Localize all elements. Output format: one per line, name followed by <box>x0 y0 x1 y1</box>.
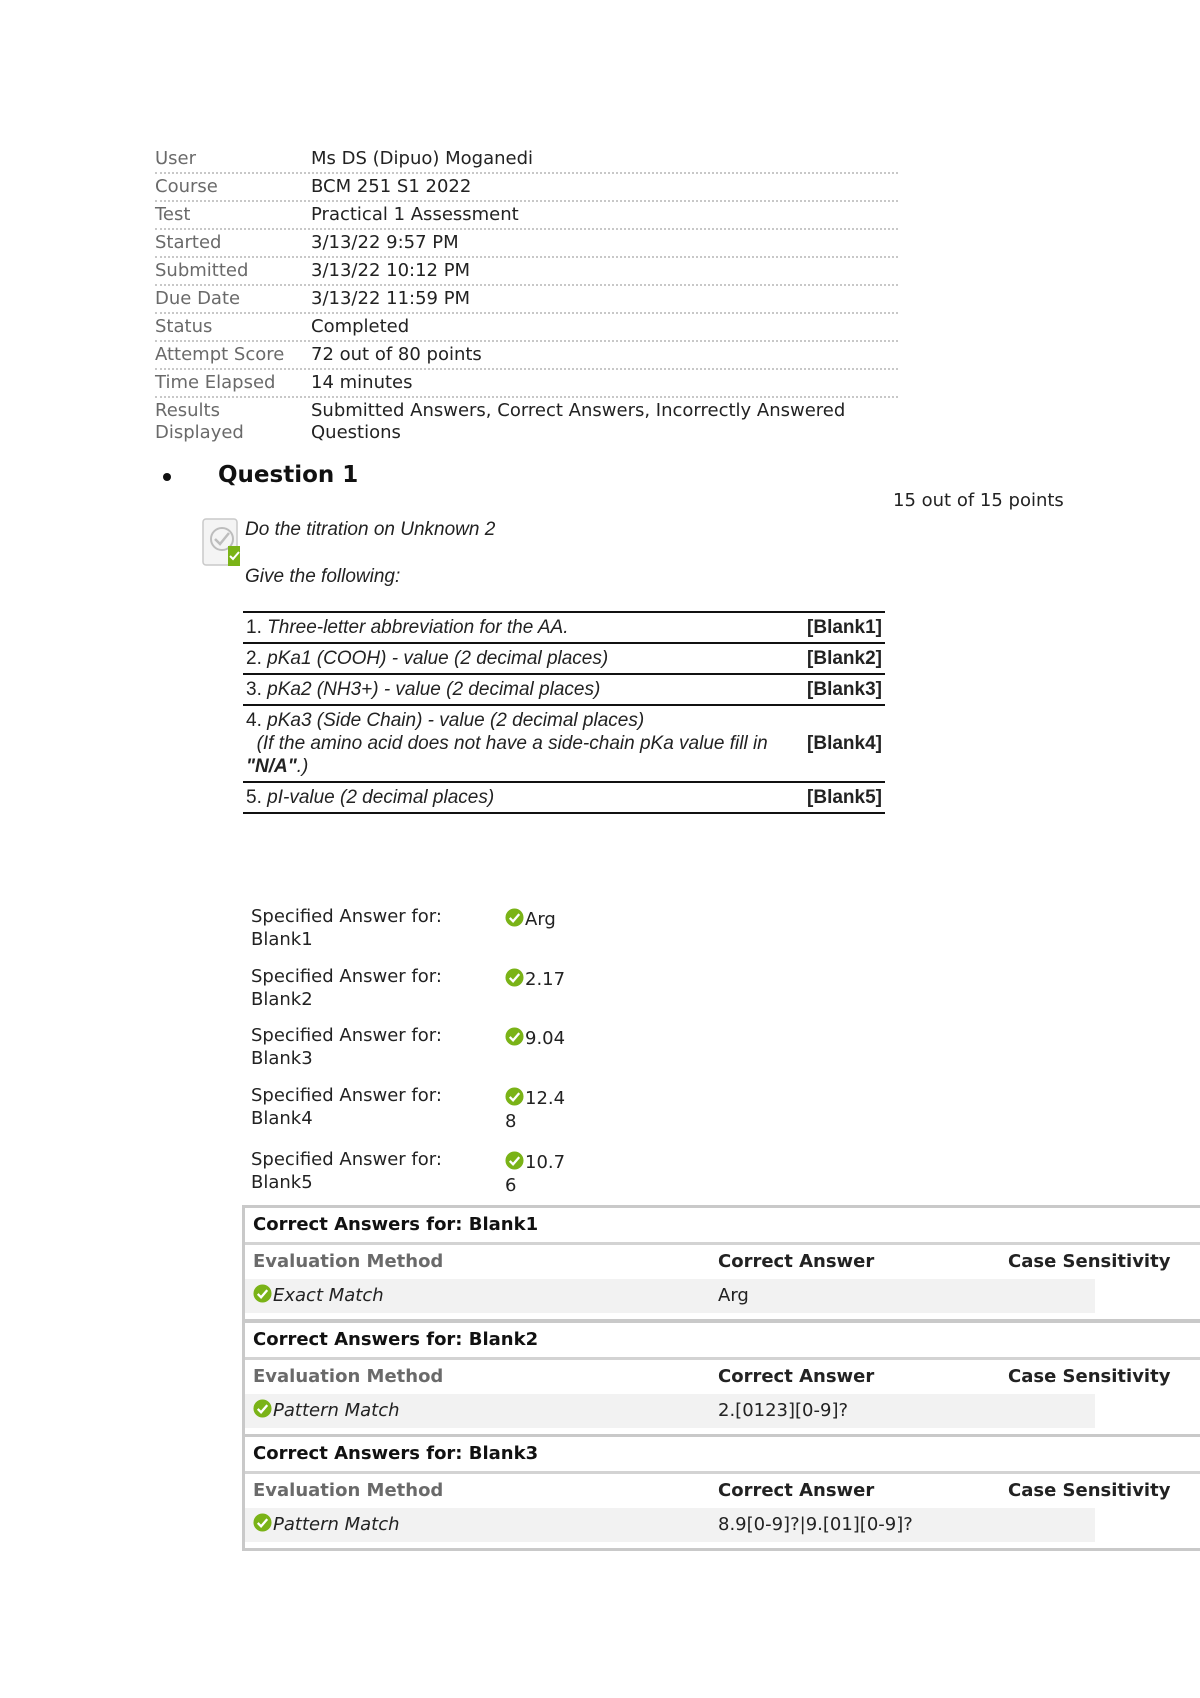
table-row <box>243 643 885 674</box>
summary-value: 3/13/22 10:12 PM <box>311 260 471 281</box>
specified-answer-label: Specified Answer for: Blank2 <box>251 966 442 1010</box>
blank-description: 4. pKa3 (Side Chain) - value (2 decimal places) (If the amino acid does not have a side-chain pKa value fill in "N/A".) <box>243 705 789 782</box>
correct-answers-header-row <box>245 1474 1200 1508</box>
summary-row-time-elapsed <box>155 370 898 398</box>
column-header-evaluation-method: Evaluation Method <box>253 1251 444 1272</box>
summary-label: Submitted <box>155 260 249 281</box>
column-header-evaluation-method: Evaluation Method <box>253 1366 444 1387</box>
specified-answer-value: 9.04 <box>505 1027 569 1050</box>
summary-row-attempt-score <box>155 342 898 370</box>
specified-answer-label: Specified Answer for: Blank5 <box>251 1149 442 1193</box>
column-header-evaluation-method: Evaluation Method <box>253 1480 444 1501</box>
summary-value: Completed <box>311 316 410 337</box>
specified-answer-value: 2.17 <box>505 968 569 991</box>
table-row <box>243 612 885 643</box>
question-title: Question 1 <box>218 462 359 488</box>
summary-value: Submitted Answers, Correct Answers, Incorrectly Answered Questions <box>311 400 846 443</box>
summary-value: 72 out of 80 points <box>311 344 482 365</box>
correct-answers-block-blank2 <box>242 1320 1200 1437</box>
summary-value: 3/13/22 9:57 PM <box>311 232 459 253</box>
question-points: 15 out of 15 points <box>893 490 1064 511</box>
correct-check-icon <box>253 1284 272 1303</box>
correct-check-icon <box>253 1399 272 1418</box>
table-row <box>245 1279 1095 1313</box>
correct-check-icon <box>253 1513 272 1532</box>
summary-row-test <box>155 202 898 230</box>
specified-answer-value: Arg <box>505 908 569 931</box>
specified-answer-label: Specified Answer for: Blank4 <box>251 1085 442 1129</box>
summary-value: 3/13/22 11:59 PM <box>311 288 471 309</box>
blank-placeholder: [Blank2] <box>789 643 885 674</box>
summary-label: Started <box>155 232 222 253</box>
summary-value: Practical 1 Assessment <box>311 204 519 225</box>
question-text-line2: Give the following: <box>245 566 401 587</box>
summary-row-started <box>155 230 898 258</box>
table-row <box>245 1394 1095 1428</box>
correct-check-icon <box>505 1087 524 1106</box>
correct-check-icon <box>505 908 524 927</box>
correct-check-icon <box>505 968 524 987</box>
correct-answers-title: Correct Answers for: Blank1 <box>245 1208 1200 1245</box>
blank-placeholder: [Blank3] <box>789 674 885 705</box>
column-header-case-sensitivity: Case Sensitivity <box>1008 1480 1171 1501</box>
table-row <box>245 1508 1095 1542</box>
specified-answer-label: Specified Answer for: Blank3 <box>251 1025 442 1069</box>
table-row <box>243 705 885 782</box>
summary-row-status <box>155 314 898 342</box>
correct-answer-value: Arg <box>718 1285 749 1306</box>
summary-label: Test <box>155 204 191 225</box>
summary-label: Course <box>155 176 218 197</box>
table-row <box>243 782 885 813</box>
blank-description: 5. pI-value (2 decimal places) <box>243 782 789 813</box>
table-row <box>243 674 885 705</box>
summary-value: 14 minutes <box>311 372 413 393</box>
specified-answer-value: 10.76 <box>505 1152 566 1196</box>
specified-answer-value: 12.48 <box>505 1088 566 1132</box>
correct-answer-value: 2.[0123][0-9]? <box>718 1400 849 1421</box>
column-header-case-sensitivity: Case Sensitivity <box>1008 1251 1171 1272</box>
correct-check-icon <box>202 518 240 566</box>
summary-row-course <box>155 174 898 202</box>
summary-label: Status <box>155 316 213 337</box>
blank-placeholder: [Blank5] <box>789 782 885 813</box>
question-blanks-table <box>243 611 885 814</box>
blank-placeholder: [Blank4] <box>789 705 885 782</box>
summary-label: Time Elapsed <box>155 372 276 393</box>
correct-answers-header-row <box>245 1245 1200 1279</box>
evaluation-method: Pattern Match <box>245 1394 718 1428</box>
summary-row-due-date <box>155 286 898 314</box>
blank-description: 3. pKa2 (NH3+) - value (2 decimal places) <box>243 674 789 705</box>
correct-check-icon <box>505 1027 524 1046</box>
correct-answer-value: 8.9[0-9]?|9.[01][0-9]? <box>718 1514 913 1535</box>
evaluation-method: Pattern Match <box>245 1508 718 1542</box>
blank-placeholder: [Blank1] <box>789 612 885 643</box>
specified-answer-label: Specified Answer for: Blank1 <box>251 906 442 950</box>
correct-answers-block-blank3 <box>242 1434 1200 1551</box>
column-header-correct-answer: Correct Answer <box>718 1366 875 1387</box>
column-header-correct-answer: Correct Answer <box>718 1480 875 1501</box>
attempt-summary <box>155 146 898 446</box>
summary-row-submitted <box>155 258 898 286</box>
summary-label: Attempt Score <box>155 344 285 365</box>
column-header-correct-answer: Correct Answer <box>718 1251 875 1272</box>
question-bullet <box>163 473 171 481</box>
summary-row-user <box>155 146 898 174</box>
correct-check-icon <box>505 1151 524 1170</box>
summary-value: BCM 251 S1 2022 <box>311 176 472 197</box>
blank-description: 2. pKa1 (COOH) - value (2 decimal places) <box>243 643 789 674</box>
question-text-line1: Do the titration on Unknown 2 <box>245 519 496 540</box>
column-header-case-sensitivity: Case Sensitivity <box>1008 1366 1171 1387</box>
summary-label: User <box>155 148 197 169</box>
blank-description: 1. Three-letter abbreviation for the AA. <box>243 612 789 643</box>
evaluation-method: Exact Match <box>245 1279 718 1313</box>
correct-answers-header-row <box>245 1360 1200 1394</box>
correct-answers-block-blank1 <box>242 1205 1200 1322</box>
summary-label: Due Date <box>155 288 241 309</box>
summary-row-results-displayed <box>155 398 898 446</box>
summary-value: Ms DS (Dipuo) Moganedi <box>311 148 534 169</box>
correct-answers-title: Correct Answers for: Blank2 <box>245 1323 1200 1360</box>
correct-answers-title: Correct Answers for: Blank3 <box>245 1437 1200 1474</box>
summary-label: Results Displayed <box>155 400 244 443</box>
